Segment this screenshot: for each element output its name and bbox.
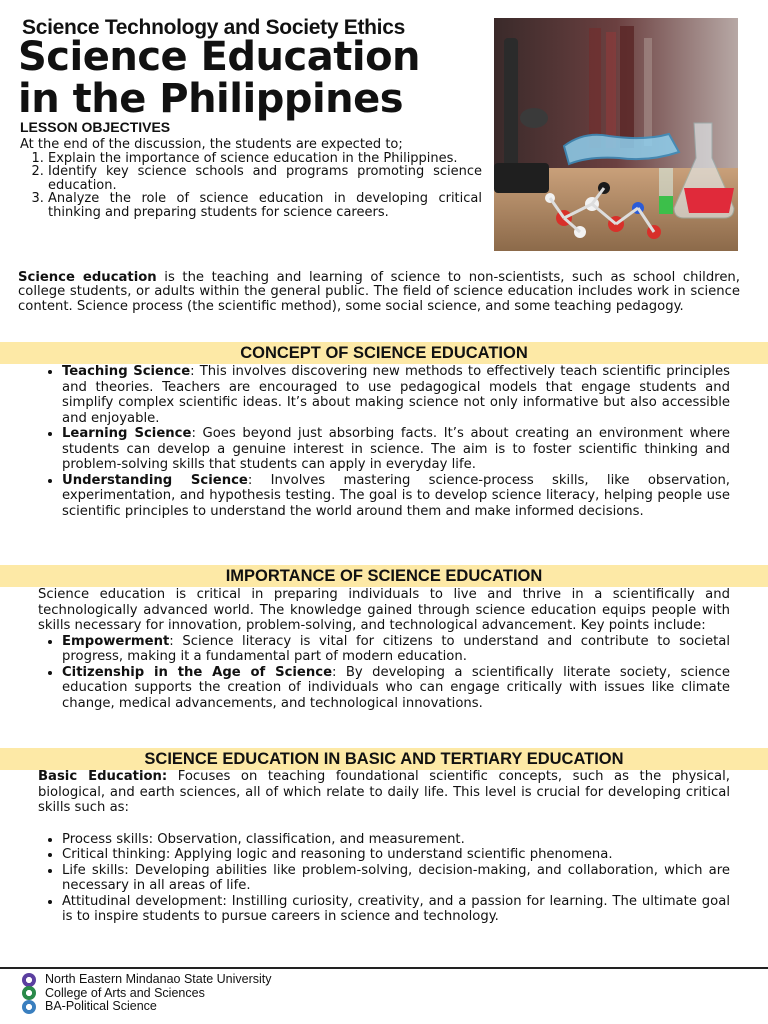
item-text: : Science literacy is vital for citizens to understand and contribute to societal progress, making it a fundamental part of modern education. bbox=[62, 633, 730, 664]
lab-equipment-photo bbox=[494, 18, 738, 251]
footer bbox=[22, 973, 272, 1014]
college-seal-icon bbox=[22, 986, 36, 1000]
list-item bbox=[62, 634, 730, 665]
objectives-list bbox=[20, 152, 482, 220]
list-item bbox=[62, 473, 730, 520]
objectives-intro: At the end of the discussion, the students are expected to; bbox=[20, 137, 403, 152]
item-text: : This involves discovering new methods to effectively teach scientific principles and theories. Teachers are encouraged to use pedagogical models that engage students and simplify complex scientific ideas. It’s about making science not only informative but also accessible and enjoyable. bbox=[62, 364, 730, 426]
concept-section bbox=[38, 364, 730, 519]
item-text: : Involves mastering science-process skills, like observation, experimentation, and hypothesis testing. The goal is to develop science literacy, helping people use scientific principles to understand the world around them and make informed decisions. bbox=[62, 472, 731, 519]
concept-list bbox=[38, 364, 730, 519]
list-item bbox=[62, 426, 730, 473]
program-seal-icon bbox=[22, 1000, 36, 1014]
objectives-heading: LESSON OBJECTIVES bbox=[20, 119, 171, 135]
basic-term: Basic Education: bbox=[38, 769, 168, 784]
item-term: Learning Science bbox=[62, 426, 192, 441]
basic-text: Focuses on teaching foundational scientific concepts, such as the physical, biological, and earth sciences, all of which relate to daily life. This level is crucial for developing critical skills such as: bbox=[38, 769, 730, 815]
skills-list bbox=[38, 832, 730, 925]
section-heading-concept: CONCEPT OF SCIENCE EDUCATION bbox=[0, 342, 768, 364]
item-text: : Goes beyond just absorbing facts. It’s about creating an environment where students can develop a genuine interest in science. The aim is to foster scientific thinking and problem-solving skills that students can apply in everyday life. bbox=[62, 426, 731, 472]
importance-intro: Science education is critical in preparing individuals to live and thrive in a scientifically and technologically advanced world. The knowledge gained through science education equips people with skills necessary for innovation, problem-solving, and technological advancement. Key points include: bbox=[38, 587, 730, 633]
objective-item: 3. Analyze the role of science education in developing critical thinking and preparing students for science careers. bbox=[48, 192, 482, 219]
list-item: • Life skills: Developing abilities like problem-solving, decision-making, and collaboration, which are necessary in all areas of life. bbox=[62, 863, 730, 894]
list-item: • Critical thinking: Applying logic and reasoning to understand scientific phenomena. bbox=[62, 847, 730, 863]
university-seal-icon bbox=[22, 973, 36, 987]
list-item: • Process skills: Observation, classification, and measurement. bbox=[62, 832, 730, 848]
section-heading-basic-tertiary: SCIENCE EDUCATION IN BASIC AND TERTIARY EDUCATION bbox=[0, 748, 768, 770]
item-term: Teaching Science bbox=[62, 364, 191, 379]
item-text: : By developing a scientifically literate society, science education supports the creation of individuals who can engage critically with issues like climate change, medical advancements, and technological innovations. bbox=[62, 664, 730, 711]
list-item bbox=[62, 364, 730, 426]
intro-term: Science education bbox=[18, 270, 157, 285]
footer-university: North Eastern Mindanao State University bbox=[45, 972, 272, 986]
intro-paragraph bbox=[18, 271, 740, 314]
footer-divider bbox=[0, 967, 768, 969]
objectives-block bbox=[20, 138, 482, 220]
footer-row bbox=[22, 987, 272, 1001]
page-title bbox=[18, 36, 420, 120]
footer-row bbox=[22, 973, 272, 987]
item-term: Understanding Science bbox=[62, 472, 248, 488]
footer-row bbox=[22, 1000, 272, 1014]
course-supertitle: Science Technology and Society Ethics bbox=[22, 16, 405, 39]
title-line-1: Science Education bbox=[18, 34, 421, 80]
footer-program: BA-Political Science bbox=[45, 999, 157, 1013]
footer-college: College of Arts and Sciences bbox=[45, 985, 205, 1000]
objective-item: 2. Identify key science schools and programs promoting science education. bbox=[48, 165, 482, 192]
importance-section bbox=[38, 587, 730, 711]
importance-list bbox=[38, 634, 730, 712]
basic-education-paragraph bbox=[38, 769, 730, 816]
title-line-2: in the Philippines bbox=[18, 76, 404, 122]
objective-item: 1. Explain the importance of science education in the Philippines. bbox=[48, 152, 482, 166]
basic-tertiary-section bbox=[38, 769, 730, 925]
list-item: • Attitudinal development: Instilling curiosity, creativity, and a passion for learning. The ultimate goal is to inspire students to pursue careers in science and technology. bbox=[62, 894, 730, 925]
intro-text: is the teaching and learning of science to non-scientists, such as school children, college students, or adults within the general public. The field of science education includes work in science content. Science process (the scientific method), some social science, and some teaching pedagogy. bbox=[18, 270, 740, 314]
item-term: Empowerment bbox=[62, 633, 170, 649]
list-item bbox=[62, 665, 730, 712]
section-heading-importance: IMPORTANCE OF SCIENCE EDUCATION bbox=[0, 565, 768, 587]
item-term: Citizenship in the Age of Science bbox=[62, 664, 333, 680]
